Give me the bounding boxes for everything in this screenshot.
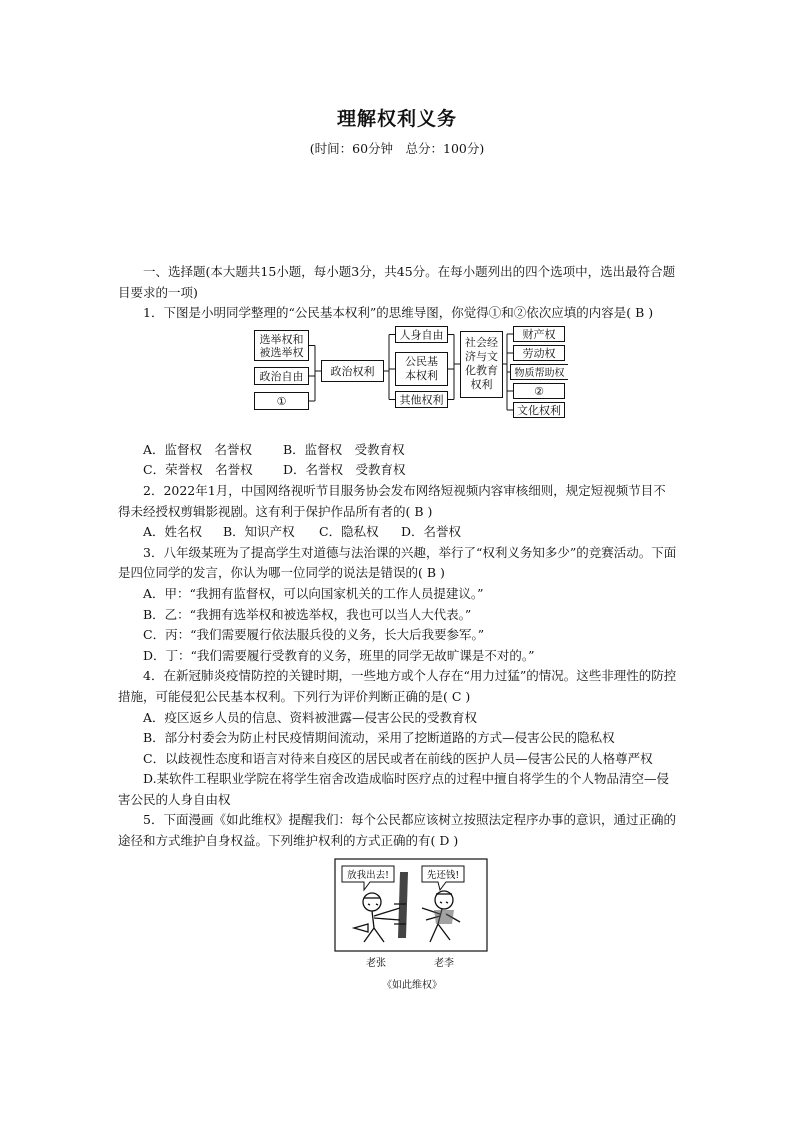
question-2-stem: 2．2022年1月，中国网络视听节目服务协会发布网络短视频内容审核细则，规定短视频节目不得未经授权剪辑影视剧。这有利于保护作品所有者的( B ) (118, 482, 666, 519)
bubble-right-text: 先还钱! (426, 869, 460, 881)
diagram-social-line4: 权利 (470, 377, 493, 391)
question-4-stem: 4．在新冠肺炎疫情防控的关键时期，一些地方或个人存在“用力过猛”的情况。这些非理性的防控措施，可能侵犯公民基本权利。下列行为评价判断正确的是( C ) (118, 668, 677, 704)
diagram-election-line1: 选举权和 (259, 332, 304, 346)
option-2d: D．名誉权 (401, 524, 462, 540)
bubble-left-text: 放我出去! (347, 869, 389, 881)
diagram-other-rights: 其他权利 (399, 393, 444, 407)
diagram-property-right: 财产权 (522, 327, 556, 341)
diagram-material-aid: 物质帮助权 (514, 367, 565, 379)
question-1-stem: 1．下图是小明同学整理的“公民基本权利”的思维导图，你觉得①和②依次应填的内容是( B ) (143, 305, 654, 321)
option-1c: C．荣誉权 名誉权 (143, 462, 253, 478)
diagram-social-line2: 济与文 (465, 349, 498, 363)
diagram-labor-right: 劳动权 (522, 346, 556, 360)
option-4b: B．部分村委会为防止村民疫情期间流动，采用了挖断道路的方式—侵害公民的隐私权 (143, 730, 615, 746)
option-3d: D．丁：“我们需要履行受教育的义务，班里的同学无故旷课是不对的。” (143, 647, 535, 663)
diagram-center-line2: 本权利 (405, 368, 438, 382)
option-3a: A．甲：“我拥有监督权，可以向国家机关的工作人员提建议。” (143, 585, 484, 601)
mind-map-svg (254, 326, 568, 432)
cartoon (118, 858, 678, 991)
label-lao-zhang: 老张 (366, 957, 386, 969)
option-4c: C．以歧视性态度和语言对待来自疫区的居民或者在前线的医护人员—侵害公民的人格尊严权 (143, 750, 653, 766)
cartoon-caption: 《如此维权》 (382, 979, 442, 991)
question-2-options (118, 522, 678, 543)
exam-content (118, 262, 678, 991)
option-4d: D.某软件工程职业学院在将学生宿舍改造成临时医疗点的过程中擅自将学生的个人物品清空—侵害公民的人身自由权 (118, 771, 670, 807)
diagram-social-line3: 化教育 (465, 363, 498, 377)
diagram-center-line1: 公民基 (405, 354, 438, 368)
exam-info: (时间：60分钟 总分：100分) (309, 141, 485, 156)
option-2b: B．知识产权 (223, 524, 295, 540)
cartoon-image (334, 858, 490, 980)
question-3-stem: 3．八年级某班为了提高学生对道德与法治课的兴趣，举行了“权利义务知多少”的竞赛活动。下面是四位同学的发言，你认为哪一位同学的说法是错误的( B ) (118, 544, 677, 581)
diagram-blank-2: ② (534, 384, 544, 398)
question-1-options-row1 (118, 440, 678, 461)
page-title: 理解权利义务 (336, 108, 457, 130)
option-2c: C．隐私权 (319, 524, 379, 540)
mind-map (118, 326, 678, 434)
question-5-stem: 5．下面漫画《如此维权》提醒我们：每个公民都应该树立按照法定程序办事的意识，通过正确的途径和方式维护自身权益。下列维护权利的方式正确的有( D ) (118, 812, 676, 849)
section-heading: 一、选择题(本大题共15小题，每小题3分，共45分。在每小题列出的四个选项中，选出最符合题目要求的一项) (118, 264, 676, 300)
diagram-political-freedom: 政治自由 (259, 369, 304, 383)
option-2a: A．姓名权 (143, 524, 203, 540)
diagram-blank-1: ① (276, 394, 287, 408)
option-3b: B．乙：“我拥有选举权和被选举权，我也可以当人大代表。” (143, 606, 472, 622)
diagram-cultural-rights: 文化权利 (517, 403, 561, 417)
option-4a: A．疫区返乡人员的信息、资料被泄露—侵害公民的受教育权 (143, 709, 478, 725)
option-1a: A．监督权 名誉权 (143, 441, 253, 457)
diagram-personal-freedom: 人身自由 (399, 328, 444, 342)
option-3c: C．丙：“我们需要履行依法服兵役的义务，长大后我要参军。” (143, 627, 485, 643)
label-lao-li: 老李 (434, 957, 454, 969)
diagram-social-line1: 社会经 (465, 335, 498, 349)
diagram-political-rights: 政治权利 (330, 364, 375, 378)
option-1b: B．监督权 受教育权 (283, 441, 405, 457)
diagram-election-line2: 被选举权 (259, 345, 304, 359)
option-1d: D．名誉权 受教育权 (283, 462, 406, 478)
question-1-options-row2 (118, 460, 678, 481)
